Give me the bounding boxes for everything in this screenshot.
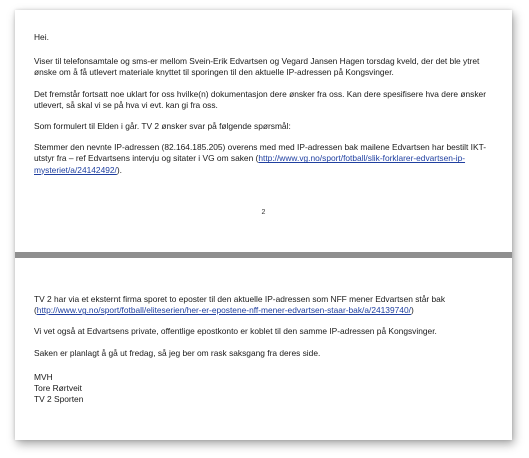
paragraph-friday: Saken er planlagt å gå ut fredag, så jeg ber om rask saksgang fra deres side. <box>34 347 321 358</box>
greeting: Hei. <box>34 32 49 42</box>
paragraph-questions-intro: Som formulert til Elden i går. TV 2 ønsker svar på følgende spørsmål: <box>34 121 291 132</box>
signature-org: TV 2 Sporten <box>34 394 84 405</box>
paragraph-ip-question <box>34 142 496 176</box>
document-page-2 <box>15 10 512 252</box>
paragraph-phone-call: Viser til telefonsamtale og sms-er mellom Svein-Erik Edvartsen og Vegard Jansen Hagen torsdag kveld, der det ble ytret ønske om å få utlevert materiale knyttet til sporingen til den aktuelle IP-adressen på Kongsvinger. <box>34 56 480 78</box>
signature-line: MVH <box>34 371 53 382</box>
signature-name: Tore Rørtveit <box>34 383 82 394</box>
ip-question-text: Stemmer den nevnte IP-adressen (82.164.185.205) overens med med IP-adressen bak mailene Edvartsen har bestilt IKT-utstyr fra – ref Edvartsens intervju og sitater i VG om saken ( <box>34 142 487 164</box>
vg-article-link-emails[interactable]: http://www.vg.no/sport/fotball/eliteserien/her-er-epostene-nff-mener-edvartsen-staar-bak/a/24139740/ <box>36 305 411 316</box>
signature-block <box>34 372 496 406</box>
vg-article-link-ip-mystery[interactable]: http://www.vg.no/sport/fotball/slik-forklarer-edvartsen-ip-mysteriet/a/24142492/ <box>34 153 466 175</box>
paragraph-external-tracking <box>34 294 496 316</box>
paragraph-clarification: Det fremstår fortsatt noe uklart for oss hvilke(n) dokumentasjon dere ønsker fra oss. Kan dere spesifisere hva dere ønsker utlevert, så skal vi se på hva vi evt. kan gi fra oss. <box>34 88 486 110</box>
tracking-text: TV 2 har via et eksternt firma sporet to eposter til den aktuelle IP-adressen som NFF mener Edvartsen står bak ( <box>34 294 446 316</box>
document-page-3 <box>15 258 512 440</box>
paragraph-private-account: Vi vet også at Edvartsens private, offentlige epostkonto er koblet til den samme IP-adressen på Kongsvinger. <box>34 326 437 337</box>
tracking-end: ) <box>410 305 414 316</box>
document-viewer <box>15 10 512 440</box>
page-number: 2 <box>261 209 266 216</box>
ip-question-end: ). <box>116 164 122 175</box>
